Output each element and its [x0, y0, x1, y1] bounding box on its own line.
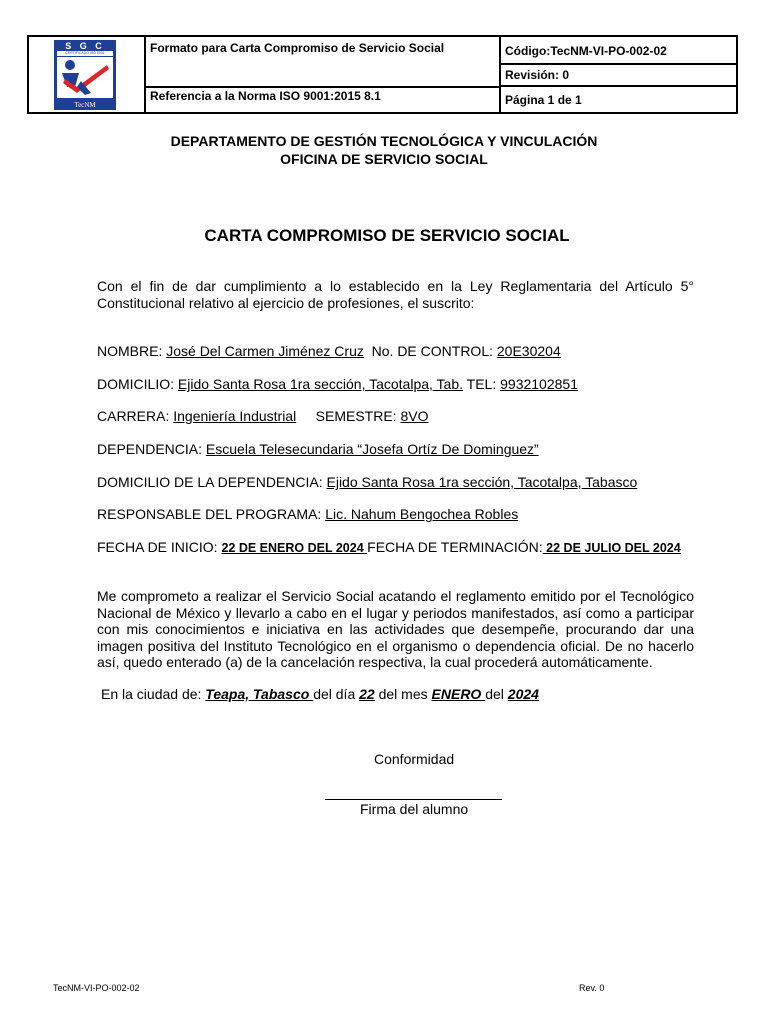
- dom-dep-label: DOMICILIO DE LA DEPENDENCIA:: [97, 474, 327, 490]
- inicio-value: 22 DE ENERO DEL 2024: [221, 541, 368, 555]
- format-title-cell: [146, 37, 501, 88]
- domicilio-label: DOMICILIO:: [97, 376, 178, 392]
- field-fechas: [97, 539, 681, 555]
- field-domicilio-dependencia: [97, 474, 637, 490]
- department-heading: [0, 132, 768, 168]
- field-dependencia: [97, 441, 539, 457]
- document-title: CARTA COMPROMISO DE SERVICIO SOCIAL: [204, 226, 570, 245]
- field-carrera: [97, 408, 428, 424]
- logo-figure: [57, 57, 113, 98]
- termino-label: FECHA DE TERMINACIÓN:: [367, 539, 543, 555]
- revision-cell: [501, 65, 736, 87]
- dependencia-label: DEPENDENCIA:: [97, 441, 206, 457]
- footer-code: TecNM-VI-PO-002-02: [53, 983, 140, 993]
- checkmark-person-icon: [57, 57, 113, 98]
- norm-reference: Referencia a la Norma ISO 9001:2015 8.1: [150, 89, 381, 103]
- code-cell: [501, 37, 736, 65]
- responsable-value: Lic. Nahum Bengochea Robles: [325, 506, 519, 522]
- page-number: Página 1 de 1: [505, 93, 582, 107]
- field-nombre: [97, 343, 561, 359]
- logo-cert-band: CERTIFICADO ISO 9001: [57, 51, 113, 56]
- control-label: No. DE CONTROL:: [371, 343, 497, 359]
- field-responsable: [97, 506, 518, 522]
- dom-dep-value: Ejido Santa Rosa 1ra sección, Tacotalpa, Tabasco: [326, 474, 638, 490]
- domicilio-value: Ejido Santa Rosa 1ra sección, Tacotalpa, Tab.: [177, 376, 464, 392]
- commitment-paragraph: Me comprometo a realizar el Servicio Social acatando el reglamento emitido por el Tecnológico Nacional de México y llevarlo a cabo en el lugar y periodos manifestados, así como a participar con mis conocimientos e iniciativa en las actividades que desempeñe, procurando dar una imagen positiva del Instituto Tecnológico en el organismo o dependencia oficial. De no hacerlo así, quedo enterado (a) de la cancelación respectiva, la cual procederá automáticamente.: [97, 588, 694, 670]
- day-label: del día: [313, 686, 360, 702]
- semestre-value: 8VO: [400, 408, 429, 424]
- month-label: del mes: [374, 686, 432, 702]
- logo-sgc-text: S G C: [65, 41, 105, 51]
- conformidad-label: Conformidad: [374, 751, 455, 767]
- carrera-label: CARRERA:: [97, 408, 174, 424]
- footer-revision: Rev. 0: [579, 983, 605, 993]
- sgc-tecnm-logo: [54, 40, 116, 110]
- city-value: Teapa, Tabasco: [205, 686, 314, 702]
- termino-value: 22 DE JULIO DEL 2024: [542, 541, 681, 555]
- logo-cell: [29, 37, 146, 112]
- day-value: 22: [359, 686, 375, 702]
- signature-label: Firma del alumno: [360, 801, 469, 817]
- reference-cell: [146, 88, 501, 112]
- intro-paragraph: Con el fin de dar cumplimiento a lo establecido en la Ley Reglamentaria del Artículo 5° Constitucional relativo al ejercicio de profesiones, el suscrito:: [97, 278, 694, 311]
- year-value: 2024: [507, 686, 539, 702]
- responsable-label: RESPONSABLE DEL PROGRAMA:: [97, 506, 326, 522]
- page-cell: [501, 87, 736, 112]
- year-label: del: [485, 686, 508, 702]
- dependencia-value: Escuela Telesecundaria “Josefa Ortíz De Dominguez”: [205, 441, 539, 457]
- header-table: [27, 35, 738, 114]
- department-line2: OFICINA DE SERVICIO SOCIAL: [280, 151, 488, 167]
- tel-value: 9932102851: [500, 376, 578, 392]
- control-value: 20E30204: [496, 343, 561, 359]
- document-code: Código:TecNM-VI-PO-002-02: [505, 44, 667, 58]
- field-domicilio: [97, 376, 578, 392]
- revision: Revisión: 0: [505, 68, 570, 82]
- format-title: Formato para Carta Compromiso de Servicio Social: [150, 41, 445, 55]
- department-line1: DEPARTAMENTO DE GESTIÓN TECNOLÓGICA Y VINCULACIÓN: [170, 133, 598, 149]
- city-date-line: [101, 686, 539, 702]
- city-prefix: En la ciudad de:: [101, 686, 206, 702]
- month-value: ENERO: [431, 686, 486, 702]
- carrera-value: Ingeniería Industrial: [173, 408, 297, 424]
- inicio-label: FECHA DE INICIO:: [97, 539, 222, 555]
- signature-line: [325, 799, 502, 800]
- logo-tecnm-text: TecNM: [74, 101, 96, 109]
- tel-label: TEL:: [466, 376, 501, 392]
- nombre-value: José Del Carmen Jiménez Cruz: [166, 343, 364, 359]
- semestre-label: SEMESTRE:: [315, 408, 401, 424]
- nombre-label: NOMBRE:: [97, 343, 167, 359]
